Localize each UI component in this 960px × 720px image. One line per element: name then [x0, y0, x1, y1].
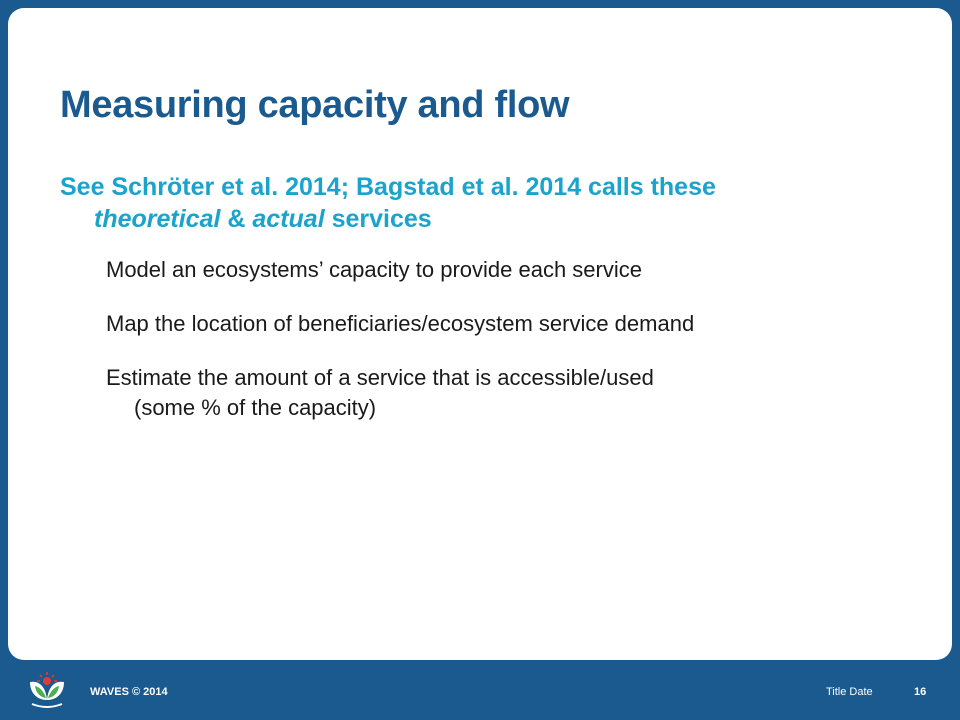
page-number: 16: [914, 686, 927, 698]
copyright-text: WAVES © 2014: [90, 686, 168, 698]
footer-date: Title Date: [826, 686, 873, 698]
lead-line-1: See Schröter et al. 2014; Bagstad et al. 2014 calls these: [60, 173, 716, 201]
waves-logo-icon: [22, 670, 72, 712]
slide-footer: [0, 660, 960, 720]
bullet-item: [106, 363, 906, 423]
lead-paragraph: [60, 171, 920, 235]
lead-actual: actual: [252, 205, 325, 233]
bullet-text: Model an ecosystems’ capacity to provide each service: [106, 257, 642, 282]
bullet-list: [106, 255, 906, 447]
bullet-text: Estimate the amount of a service that is accessible/used: [106, 365, 654, 390]
lead-theoretical: theoretical: [94, 205, 221, 233]
lead-line-2: [60, 203, 920, 235]
slide-title: Measuring capacity and flow: [60, 84, 570, 126]
bullet-item: [106, 309, 906, 339]
lead-services: services: [324, 205, 432, 233]
lead-ampersand: &: [220, 205, 253, 233]
bullet-item: [106, 255, 906, 285]
bullet-continuation: (some % of the capacity): [134, 395, 377, 420]
bullet-text: Map the location of beneficiaries/ecosystem service demand: [106, 311, 695, 336]
